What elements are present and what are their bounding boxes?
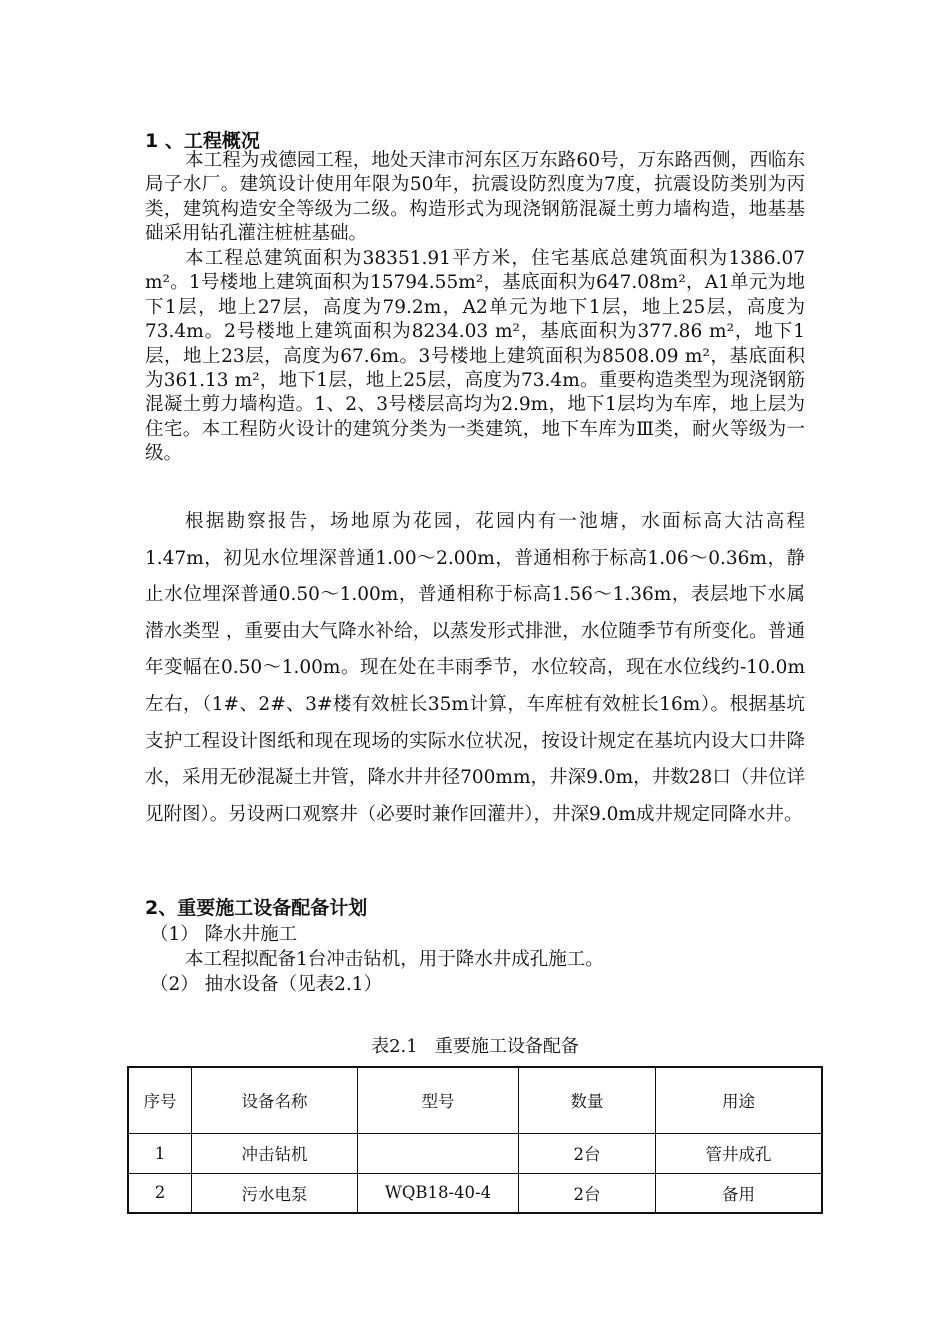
table-cell: 备用: [656, 1173, 823, 1213]
header-cell: 型号: [358, 1067, 519, 1133]
table-cell: 管井成孔: [656, 1133, 823, 1173]
header-cell: 设备名称: [192, 1067, 358, 1133]
table-cell: 2台: [519, 1173, 656, 1213]
table-cell: 2: [128, 1173, 192, 1213]
table-row: [128, 1133, 822, 1173]
table-row: [128, 1173, 822, 1213]
table-cell: WQB18-40-4: [358, 1173, 519, 1213]
section-1-heading: 1 、工程概况: [145, 130, 260, 152]
table-cell: 2台: [519, 1133, 656, 1173]
table-cell: 冲击钻机: [192, 1133, 358, 1173]
table-header-row: [128, 1067, 822, 1133]
hydrogeology-paragraph: 根据勘察报告，场地原为花园，花园内有一池塘，水面标高大沽高程1.47m，初见水位埋深普通1.00～2.00m，普通相称于标高1.06～0.36m，静止水位埋深普通0.50～1.00m，普通相称于标高1.56～1.36m，表层地下水属潜水类型 ，重要由大气降水补给，以蒸发形式排泄，水位随季节有所变化。普通年变幅在0.50～1.00m。现在处在丰雨季节，水位较高，现在水位线约-10.0m左右，（1#、2#、3#楼有效桩长35m计算，车库桩有效桩长16m）。根据基坑支护工程设计图纸和现在现场的实际水位状况，按设计规定在基坑内设大口井降水，采用无砂混凝土井管，降水井井径700mm，井深9.0m，井数28口（井位详见附图）。另设两口观察井（必要时兼作回灌井），井深9.0m成井规定同降水井。: [145, 511, 805, 825]
item-1-text: 本工程拟配备1台冲击钻机，用于降水井成孔施工。: [185, 949, 604, 970]
building-area-paragraph: 本工程总建筑面积为38351.91平方米，住宅基底总建筑面积为1386.07 m²。1号楼地上建筑面积为15794.55m²，基底面积为647.08m²，A1单元为地下1层，地上27层，高度为79.2m，A2单元为地下1层，地上25层，高度为73.4m。2号楼地上建筑面积为8234.03 m²，基底面积为377.86 m²，地下1层，地上23层，高度为67.6m。3号楼地上建筑面积为8508.09 m²，基底面积为361.13 m²，地下1层，地上25层，高度为73.4m。重要构造类型为现浇钢筋混凝土剪力墙构造。1、2、3号楼层高均为2.9m，地下1层均为车库，地上层为住宅。本工程防火设计的建筑分类为一类建筑，地下车库为Ⅲ类，耐火等级为一级。: [145, 248, 805, 465]
header-cell: 数量: [519, 1067, 656, 1133]
table-caption: 表2.1 重要施工设备配备: [371, 1036, 579, 1057]
project-overview-paragraph: 本工程为戎德园工程，地处天津市河东区万东路60号，万东路西侧，西临东局子水厂。建筑设计使用年限为50年，抗震设防烈度为7度，抗震设防类别为丙类，建筑构造安全等级为二级。构造形式为现浇钢筋混凝土剪力墙构造，地基基础采用钻孔灌注桩桩基础。: [145, 150, 805, 245]
section-2-heading: 2、重要施工设备配备计划: [145, 897, 368, 919]
header-cell: 用途: [656, 1067, 823, 1133]
item-2-heading: （2） 抽水设备（见表2.1）: [150, 974, 383, 995]
equipment-table: [127, 1066, 823, 1214]
table-cell: 1: [128, 1133, 192, 1173]
item-1-heading: （1） 降水井施工: [150, 924, 298, 945]
table-cell: [358, 1133, 519, 1173]
table-cell: 污水电泵: [192, 1173, 358, 1213]
header-cell: 序号: [128, 1067, 192, 1133]
